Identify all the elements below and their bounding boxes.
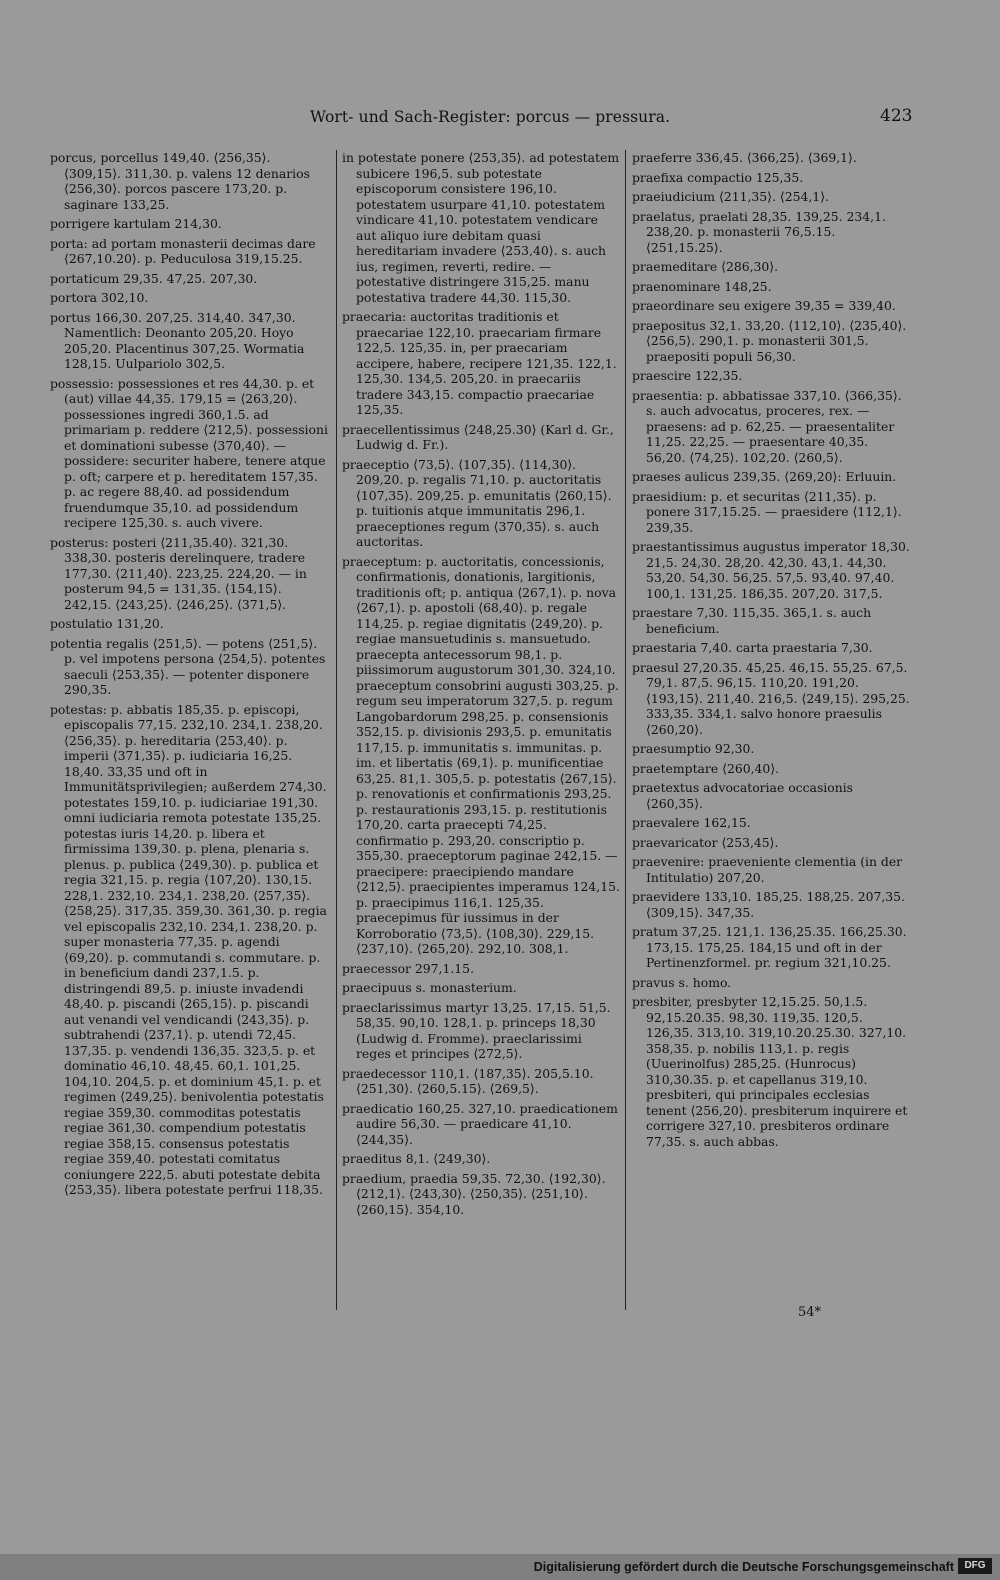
signature-mark: 54* [798,1305,822,1320]
index-entry: postulatio 131,20. [50,616,164,631]
index-entry: portus 166,30. 207,25. 314,40. 347,30. Namentlich: Deonanto 205,20. Hoyo 205,20. Placentinus 307,25. Wormatia 128,15. Uulpariolo 302,5. [50,309,305,371]
index-entry: praelatus, praelati 28,35. 139,25. 234,1. 238,20. p. monasterii 76,5.15. ⟨251,15.25⟩. [632,208,886,255]
running-head-title: Wort- und Sach-Register: porcus — pressura. [310,108,671,126]
index-entry: posterus: posteri ⟨211,35.40⟩. 321,30. 338,30. posteris derelinquere, tradere 177,30. ⟨211,40⟩. 223,25. 224,20. — in posterum 94,5 = 131,35. ⟨154,15⟩. 242,15. ⟨243,25⟩. ⟨246,25⟩. ⟨371,5⟩. [50,534,307,612]
index-entry: praescire 122,35. [632,368,743,383]
index-entry: praevalere 162,15. [632,815,751,830]
index-entry: praenominare 148,25. [632,278,772,294]
index-entry: portora 302,10. [50,290,149,305]
index-entry: portaticum 29,35. 47,25. 207,30. [50,270,258,286]
index-entry: praestaria 7,40. carta praestaria 7,30. [632,640,873,655]
index-entry: praeditus 8,1. ⟨249,30⟩. [342,1151,491,1166]
index-entry: praetextus advocatoriae occasionis ⟨260,35⟩. [632,780,854,811]
index-entry: praestare 7,30. 115,35. 365,1. s. auch beneficium. [632,605,872,636]
index-entry: praesentia: p. abbatissae 337,10. ⟨366,35⟩. s. auch advocatus, proceres, rex. — praesens: ad p. 62,25. — praesentaliter 11,25. 22,25. — praesentare 40,35. 56,20. ⟨74,25⟩. 102,20. ⟨260,5⟩. [632,387,902,465]
index-entry: praeclarissimus martyr 13,25. 17,15. 51,5. 58,35. 90,10. 128,1. p. princeps 18,30 (Ludwig d. Fromme). praeclarissimi reges et principes ⟨272,5⟩. [342,999,611,1061]
index-entry: in potestate ponere ⟨253,35⟩. ad potestatem subicere 196,5. sub potestate episcoporum consistere 196,10. potestatem usurpare 41,10. potestatem vindicare 41,10. potestatem vendicare aut aliquo iure debitam quasi hereditariam invadere ⟨253,40⟩. s. auch ius, regimen, reverti, redire. — potestative distringere 315,25. manu potestativa tradere 44,30. 115,30. [342,150,620,305]
index-entry: pravus s. homo. [632,974,732,990]
index-entry: possessio: possessiones et res 44,30. p. et (aut) villae 44,35. 179,15 = ⟨263,20⟩. possessiones ingredi 360,1.5. ad primariam p. reddere ⟨212,5⟩. possessioni et dominationi subesse ⟨370,40⟩. — possidere: securiter habere, tenere atque p. oft; carpere et p. hereditatem 157,35. p. ac regere 88,40. ad possidendum fruendumque 35,10. ad possidendum recipere 125,30. s. auch vivere. [50,375,328,530]
page-number: 423 [880,106,913,126]
index-entry: praedium, praedia 59,35. 72,30. ⟨192,30⟩. ⟨212,1⟩. ⟨243,30⟩. ⟨250,35⟩. ⟨251,10⟩. ⟨260,15⟩. 354,10. [342,1170,606,1217]
index-entry: praeceptum: p. auctoritatis, concessionis, confirmationis, donationis, largitionis, traditionis oft; p. antiqua ⟨267,1⟩. p. nova ⟨267,1⟩. p. apostoli ⟨68,40⟩. p. regale 114,25. p. regiae dignitatis ⟨249,20⟩. p. regiae mansuetudinis s. mansuetudo. praecepta antecessorum 98,1. p. piissimorum augustorum 301,30. 324,10. praeceptum consobrini augusti 303,25. p. regum seu imperatorum 327,5. p. regum Langobardorum 298,25. p. consensionis 352,15. p. divisionis 293,5. p. emunitatis 117,15. p. immunitatis s. immunitas. p. im. et libertatis ⟨69,1⟩. p. munificentiae 63,25. 81,1. 305,5. p. potestatis ⟨267,15⟩. p. renovationis et confirmationis 293,25. p. restaurationis 293,15. p. restitutionis 170,20. carta praecepti 74,25. confirmatio p. 293,20. conscriptio p. 355,30. praeceptorum paginae 242,15. — praecipere: praecipiendo mandare ⟨212,5⟩. praecipientes imperamus 124,15. p. praecipimus 116,1. 125,35. praecepimus für iussimus in der Korroboratio ⟨73,5⟩. ⟨108,30⟩. 229,15. ⟨237,10⟩. ⟨265,20⟩. 292,10. 308,1. [342,553,620,956]
index-entry: praevenire: praeveniente clementia (in der Intitulatio) 207,20. [632,854,903,885]
index-entry: porcus, porcellus 149,40. ⟨256,35⟩. ⟨309,15⟩. 311,30. p. valens 12 denarios ⟨256,30⟩. porcos pascere 173,20. p. saginare 133,25. [50,150,310,212]
index-entry: praeses aulicus 239,35. ⟨269,20⟩: Erluuin. [632,469,897,484]
funding-credit: Digitalisierung gefördert durch die Deutsche Forschungsgemeinschaft [533,1560,954,1574]
index-entry: praesidium: p. et securitas ⟨211,35⟩. p. ponere 317,15.25. — praesidere ⟨112,1⟩. 239,35. [632,488,902,535]
index-entry: praeceptio ⟨73,5⟩. ⟨107,35⟩. ⟨114,30⟩. 209,20. p. regalis 71,10. p. auctoritatis ⟨107,35⟩. 209,25. p. emunitatis ⟨260,15⟩. p. tuitionis atque immunitatis 296,1. praeceptiones regum ⟨370,35⟩. s. auch auctoritas. [342,456,612,549]
index-entry: praedicatio 160,25. 327,10. praedicationem audire 56,30. — praedicare 41,10. ⟨244,35⟩. [342,1100,618,1147]
index-column-3 [632,150,910,1153]
index-entry: pratum 37,25. 121,1. 136,25.35. 166,25.30. 173,15. 175,25. 184,15 und oft in der Pertinenzformel. pr. regium 321,10.25. [632,924,907,970]
index-entry: praecipuus s. monasterium. [342,980,517,995]
index-entry: praesumptio 92,30. [632,741,755,756]
index-entry: praefixa compactio 125,35. [632,169,804,185]
index-entry: praestantissimus augustus imperator 18,30. 21,5. 24,30. 28,20. 42,30. 43,1. 44,30. 53,20. 54,30. 56,25. 57,5. 93,40. 97,40. 100,1. 131,25. 186,35. 207,20. 317,5. [632,539,910,601]
column-rule-left [336,150,337,1310]
index-entry: praevidere 133,10. 185,25. 188,25. 207,35. ⟨309,15⟩. 347,35. [632,889,905,920]
index-entry: praemeditare ⟨286,30⟩. [632,259,779,274]
index-entry: porta: ad portam monasterii decimas dare ⟨267,10.20⟩. p. Peduculosa 319,15.25. [50,235,316,266]
index-entry: praeferre 336,45. ⟨366,25⟩. ⟨369,1⟩. [632,150,857,165]
index-entry: praecaria: auctoritas traditionis et praecariae 122,10. praecariam firmare 122,5. 125,35. in, per praecariam accipere, habere, recipere 121,35. 122,1. 125,30. 134,5. 205,20. in praecariis tradere 343,15. compactio praecariae 125,35. [342,309,617,417]
index-entry: potestas: p. abbatis 185,35. p. episcopi, episcopalis 77,15. 232,10. 234,1. 238,20. ⟨256,35⟩. p. hereditaria ⟨253,40⟩. p. imperii ⟨371,35⟩. p. iudiciaria 16,25. 18,40. 33,35 und oft in Immunitätsprivilegien; außerdem 274,30. potestates 159,10. p. iudiciariae 191,30. omni iudiciaria remota potestate 135,25. potestas iuris 14,20. p. libera et firmissima 139,30. p. plena, plenaria s. plenus. p. publica ⟨249,30⟩. p. publica et regia 321,15. p. regia ⟨107,20⟩. 130,15. 228,1. 232,10. 234,1. 238,20. ⟨257,35⟩. ⟨258,25⟩. 317,35. 359,30. 361,30. p. regia vel episcopalis 232,10. 234,1. 238,20. p. super monasteria 77,35. p. agendi ⟨69,20⟩. p. commutandi s. commutare. p. in beneficium dandi 237,1.5. p. distringendi 89,5. p. iniuste invadendi 48,40. p. piscandi ⟨265,15⟩. p. piscandi aut venandi vel vendicandi ⟨243,35⟩. p. subtrahendi ⟨237,1⟩. p. utendi 72,45. 137,35. p. vendendi 136,35. 323,5. p. et dominatio 46,10. 48,45. 60,1. 101,25. 104,10. 204,5. p. et dominium 45,1. p. et regimen ⟨249,25⟩. benivolentia potestatis regiae 359,30. commoditas potestatis regiae 361,30. compendium potestatis regiae 358,15. consensus potestatis regiae 359,40. potestati comitatus coniungere 222,5. abuti potestate debita ⟨253,35⟩. libera potestate perfrui 118,35. [50,701,327,1197]
index-entry: potentia regalis ⟨251,5⟩. — potens ⟨251,5⟩. p. vel impotens persona ⟨254,5⟩. potentes saeculi ⟨253,35⟩. — potenter disponere 290,35. [50,635,326,697]
index-entry: praeiudicium ⟨211,35⟩. ⟨254,1⟩. [632,189,829,204]
column-rule-right [625,150,626,1310]
index-entry: praecessor 297,1.15. [342,960,475,976]
index-entry: porrigere kartulam 214,30. [50,216,222,231]
index-entry: praecellentissimus ⟨248,25.30⟩ (Karl d. Gr., Ludwig d. Fr.). [342,421,614,452]
index-entry: praetemptare ⟨260,40⟩. [632,760,780,776]
index-entry: praesul 27,20.35. 45,25. 46,15. 55,25. 67,5. 79,1. 87,5. 96,15. 110,20. 191,20. ⟨193,15⟩. 211,40. 216,5. ⟨249,15⟩. 295,25. 333,35. 334,1. salvo honore praesulis ⟨260,20⟩. [632,659,910,737]
index-column-1 [50,150,330,1202]
index-column-2 [342,150,620,1221]
dfg-logo: DFG [958,1558,992,1574]
index-entry: praepositus 32,1. 33,20. ⟨112,10⟩. ⟨235,40⟩. ⟨256,5⟩. 290,1. p. monasterii 301,5. praepositi populi 56,30. [632,317,907,364]
index-entry: praedecessor 110,1. ⟨187,35⟩. 205,5.10. ⟨251,30⟩. ⟨260,5.15⟩. ⟨269,5⟩. [342,1065,594,1096]
index-entry: praeordinare seu exigere 39,35 = 339,40. [632,298,896,313]
index-entry: presbiter, presbyter 12,15.25. 50,1.5. 92,15.20.35. 98,30. 119,35. 120,5. 126,35. 313,10. 319,10.20.25.30. 327,10. 358,35. p. nobilis 113,1. p. regis (Uuerinolfus) 285,25. (Hunrocus) 310,30.35. p. et capellanus 319,10. presbiteri, qui principales ecclesias tenent ⟨256,20⟩. presbiterum inquirere et corrigere 327,10. presbiteros ordinare 77,35. s. auch abbas. [632,994,908,1149]
index-entry: praevaricator ⟨253,45⟩. [632,834,779,850]
